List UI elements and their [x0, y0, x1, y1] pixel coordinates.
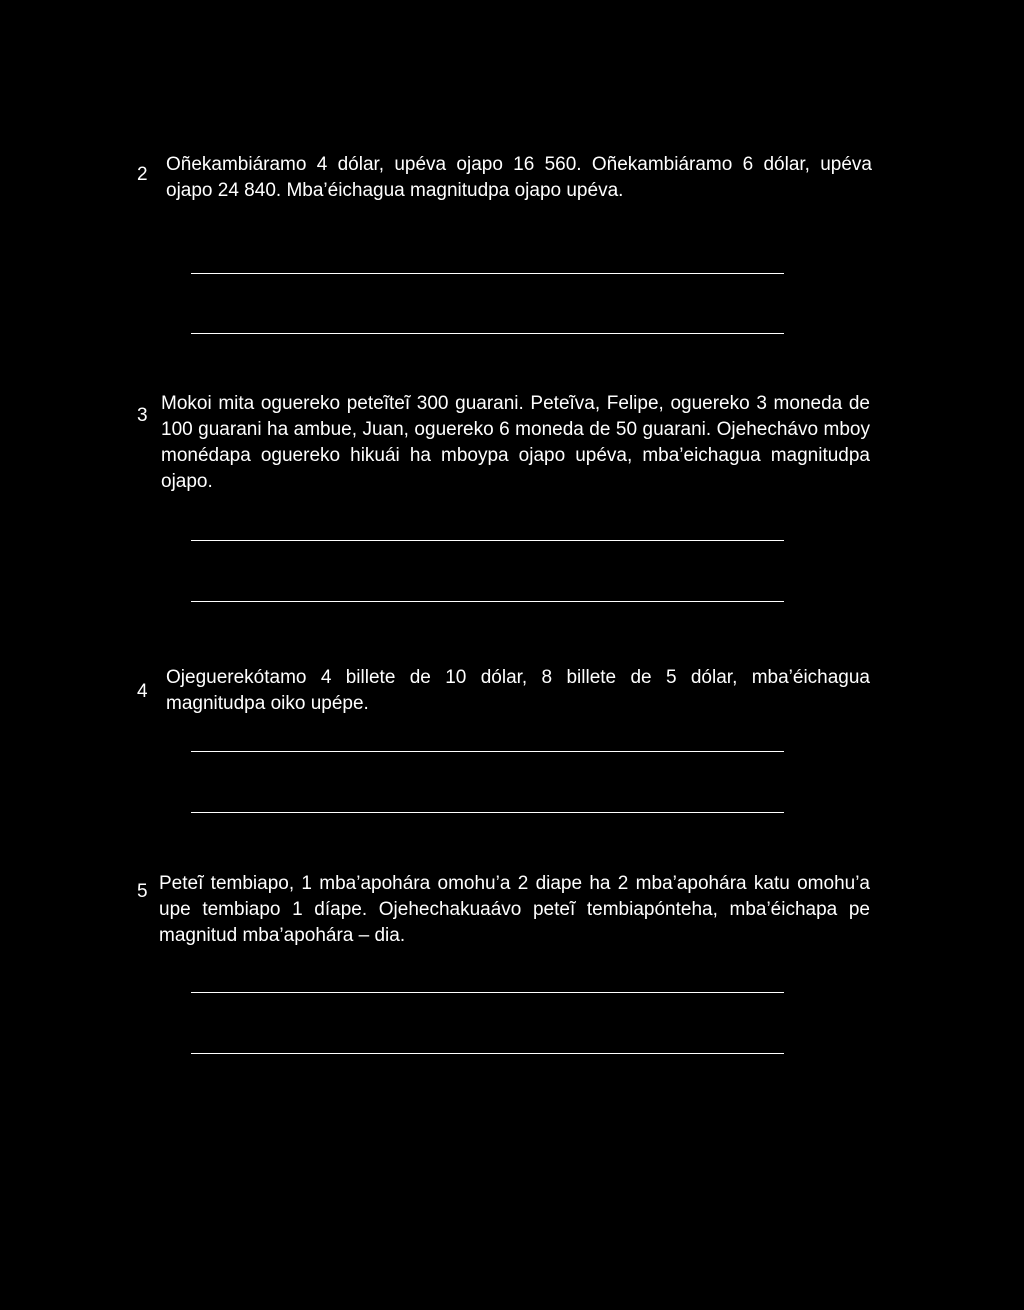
question-number-2: 2 — [137, 164, 148, 185]
answer-line-2b — [191, 333, 784, 334]
question-number-4: 4 — [137, 681, 148, 702]
question-text-2: Oñekambiáramo 4 dólar, upéva ojapo 16 560. Oñekambiáramo 6 dólar, upéva ojapo 24 840. Mba’éichagua magnitudpa ojapo upéva. — [166, 154, 872, 201]
answer-line-4a — [191, 751, 784, 752]
answer-line-3b — [191, 601, 784, 602]
question-text-5: Peteĩ tembiapo, 1 mba’apohára omohu’a 2 diape ha 2 mba’apohára katu omohu’a upe tembiapo 1 díape. Ojehechakuaávo peteĩ tembiapónteha, mba’éichapa pe magnitud mba’apohára – dia. — [159, 873, 870, 946]
question-number-5: 5 — [137, 881, 148, 902]
question-text-3: Mokoi mita oguereko peteĩteĩ 300 guarani. Peteĩva, Felipe, oguereko 3 moneda de 100 guarani ha ambue, Juan, oguereko 6 moneda de 50 guarani. Ojehechávo mboy monédapa oguereko hikuái ha mboypa ojapo upéva, mba’eichagua magnitudpa ojapo. — [161, 393, 870, 492]
answer-line-5b — [191, 1053, 784, 1054]
answer-line-5a — [191, 992, 784, 993]
answer-line-4b — [191, 812, 784, 813]
answer-line-3a — [191, 540, 784, 541]
question-text-4: Ojeguerekótamo 4 billete de 10 dólar, 8 billete de 5 dólar, mba’éichagua magnitudpa oiko upépe. — [166, 667, 870, 714]
question-number-3: 3 — [137, 405, 148, 426]
answer-line-2a — [191, 273, 784, 274]
